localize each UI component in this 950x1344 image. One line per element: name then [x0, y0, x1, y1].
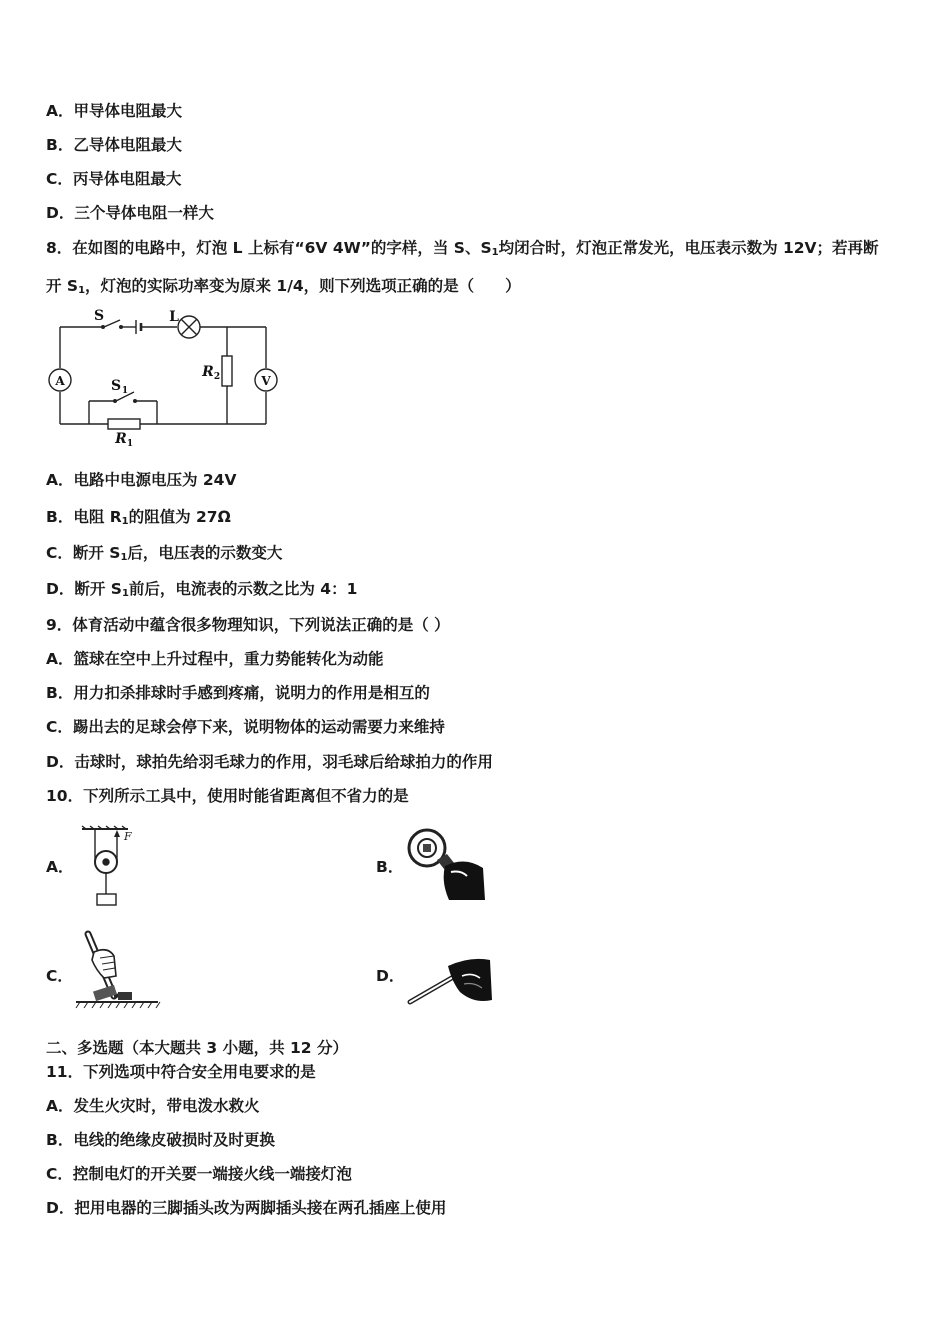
circuit-label-s1: S: [110, 378, 122, 394]
q9-option-d: D．击球时，球拍先给羽毛球力的作用，羽毛球后给球拍力的作用: [46, 753, 493, 771]
option-part: B．电阻 R: [46, 508, 122, 526]
q8-stem-line1: [46, 238, 879, 263]
subscript: 1: [491, 247, 499, 258]
q11-option-d: D．把用电器的三脚插头改为两脚插头接在两孔插座上使用: [46, 1199, 447, 1217]
circuit-label-r1: R: [115, 431, 127, 447]
option-part: D．断开 S: [46, 580, 122, 598]
subscript: 1: [121, 516, 129, 527]
q8-stem-part: 均闭合时，灯泡正常发光，电压表示数为 12V；若再断: [498, 239, 879, 257]
q10-label-b: B．: [376, 858, 404, 876]
q7-option-b: B．乙导体电阻最大: [46, 136, 182, 154]
q8-option-a: A．电路中电源电压为 24V: [46, 471, 237, 489]
section-heading: 二、多选题（本大题共 3 小题，共 12 分）: [46, 1039, 348, 1057]
q11-option-c: C．控制电灯的开关要一端接火线一端接灯泡: [46, 1165, 352, 1183]
circuit-label-r2: R: [202, 364, 214, 380]
q7-option-a: A．甲导体电阻最大: [46, 102, 182, 120]
option-part: 后，电压表的示数变大: [127, 544, 283, 562]
option-part: C．断开 S: [46, 544, 121, 562]
circuit-label-l: L: [169, 309, 179, 325]
q8-stem-line2: [46, 276, 521, 301]
circuit-label-voltmeter: V: [261, 374, 271, 388]
q9-option-a: A．篮球在空中上升过程中，重力势能转化为动能: [46, 650, 384, 668]
q9-stem: 9．体育活动中蕴含很多物理知识，下列说法正确的是（ ）: [46, 616, 450, 634]
q11-stem: 11．下列选项中符合安全用电要求的是: [46, 1063, 316, 1081]
subscript: 1: [120, 552, 128, 563]
q11-option-b: B．电线的绝缘皮破损时及时更换: [46, 1131, 275, 1149]
q8-stem-part: ，灯泡的实际功率变为原来 1/4，则下列选项正确的是（ ）: [85, 277, 521, 295]
q8-stem-part: 8．在如图的电路中，灯泡 L 上标有“6V 4W”的字样，当 S、S: [46, 239, 492, 257]
force-label: F: [124, 830, 132, 843]
option-part: 的阻值为 27Ω: [128, 508, 231, 526]
circuit-label-ammeter: A: [55, 374, 65, 388]
q8-option-c: [46, 543, 282, 568]
wrench-figure: [405, 826, 491, 904]
subscript: 1: [78, 285, 86, 296]
q10-label-c: C．: [46, 967, 73, 985]
q8-option-d: [46, 579, 357, 604]
q9-option-c: C．踢出去的足球会停下来，说明物体的运动需要力来维持: [46, 718, 445, 736]
q9-option-b: B．用力扣杀排球时手感到疼痛，说明力的作用是相互的: [46, 684, 430, 702]
circuit-label-s1-sub: 1: [121, 386, 129, 396]
subscript: 1: [121, 588, 129, 599]
crowbar-figure: [74, 930, 160, 1010]
q10-label-d: D．: [376, 967, 405, 985]
q10-stem: 10．下列所示工具中，使用时能省距离但不省力的是: [46, 787, 409, 805]
option-part: 前后，电流表的示数之比为 4：1: [128, 580, 358, 598]
circuit-label-s: S: [93, 308, 105, 324]
tweezers-figure: [404, 952, 494, 1010]
circuit-label-r1-sub: 1: [126, 439, 134, 449]
circuit-label-r2-sub: 2: [213, 372, 221, 382]
circuit-diagram: [44, 308, 284, 450]
q7-option-c: C．丙导体电阻最大: [46, 170, 182, 188]
q8-stem-part: 开 S: [46, 277, 79, 295]
pulley-figure: [80, 826, 140, 908]
q10-label-a: A．: [46, 858, 74, 876]
q11-option-a: A．发生火灾时，带电泼水救火: [46, 1097, 260, 1115]
q7-option-d: D．三个导体电阻一样大: [46, 204, 214, 222]
q8-option-b: [46, 507, 231, 532]
